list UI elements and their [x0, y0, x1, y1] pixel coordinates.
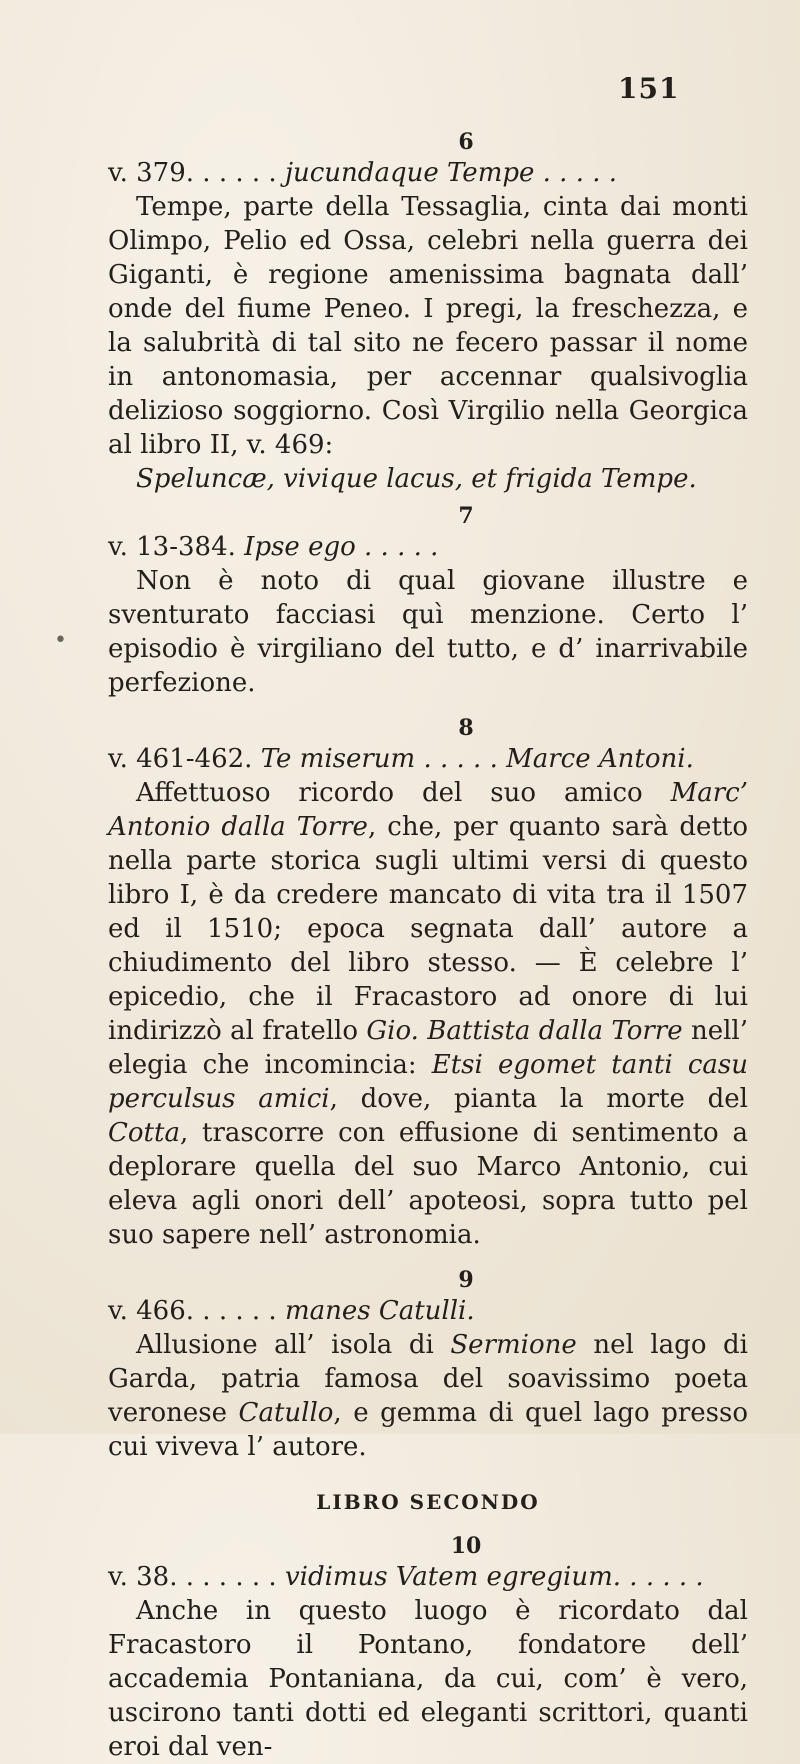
- note-body: Tempe, parte della Tessaglia, cinta dai monti Olimpo, Pelio ed Ossa, celebri nella guerra dei Giganti, è regione amenissima bagnata dall’ onde del fiume Peneo. I pregi, la freschezza, e la salubrità di tal sito ne fecero passar il nome in antonomasia, per accennar qualsivoglia delizioso soggiorno. Così Virgilio nella Georgica al libro II, v. 469:: [108, 192, 748, 460]
- section-title: LIBRO SECONDO: [316, 1490, 540, 1514]
- note-number: 6: [458, 129, 474, 155]
- verse-reference: [108, 530, 748, 564]
- verse-quote: Ipse ego . . . . .: [244, 532, 439, 562]
- notes-text: [108, 128, 748, 1764]
- verse-label: v. 379. . . . . .: [108, 158, 277, 188]
- note-body: Non è noto di qual giovane illustre e sventurato facciasi quì menzione. Certo l’ episodio è virgiliano del tutto, e d’ inarrivabile perfezione.: [108, 566, 748, 698]
- verse-label: v. 13-384.: [108, 532, 236, 562]
- person-name: Gio. Battista dalla Torre: [366, 1016, 683, 1046]
- verse-label: v. 38. . . . . . .: [108, 1562, 277, 1592]
- note-body: [108, 776, 748, 1252]
- verse-quote: jucundaque Tempe . . . . .: [284, 158, 618, 188]
- verse-reference: [108, 742, 748, 776]
- verse-label: v. 461-462.: [108, 744, 253, 774]
- citation: Speluncæ, vivique lacus, et frigida Tempe.: [136, 464, 697, 494]
- verse-quote: vidimus Vatem egregium. . . . . .: [284, 1562, 704, 1592]
- text-run: , che, per quanto sarà detto nella parte storica sugli ultimi versi di questo libro I, è da credere mancato di vita tra il 1507 ed il 1510; epoca segnata dall’ autore a chiudimento del libro stesso. — È celebre l’ epicedio, che il Fracastoro ad onore di lui indirizzò al fratello: [108, 812, 748, 1046]
- margin-mark: •: [54, 628, 67, 653]
- note-number: 7: [458, 503, 474, 529]
- text-run: Affettuoso ricordo del suo amico: [136, 778, 671, 808]
- verse-reference: [108, 1294, 748, 1328]
- person-name: Cotta: [108, 1118, 180, 1148]
- person-name: Catullo: [238, 1398, 334, 1428]
- note-body: Anche in questo luogo è ricordato dal Fracastoro il Pontano, fondatore dell’ accademia Pontaniana, da cui, com’ è vero, uscirono tanti dotti ed eleganti scrittori, quanti eroi dal ven-: [108, 1596, 748, 1762]
- verse-reference: [108, 156, 748, 190]
- note-body: [108, 1328, 748, 1464]
- text-run: nel lago di Garda, patria famosa del soavissimo poeta veronese: [108, 1330, 748, 1428]
- verse-reference: [108, 1560, 748, 1594]
- verse-quote: Te miserum . . . . . Marce Antoni.: [260, 744, 694, 774]
- page-number: 151: [618, 72, 680, 105]
- verse-label: v. 466. . . . . .: [108, 1296, 277, 1326]
- note-number: 10: [450, 1533, 482, 1559]
- verse-quote: manes Catulli.: [284, 1296, 475, 1326]
- text-run: nell’ elegia che incomincia:: [108, 1016, 748, 1080]
- place-name: Sermione: [450, 1330, 577, 1360]
- note-number: 9: [458, 1267, 474, 1293]
- text-run: Allusione all’ isola di: [136, 1330, 451, 1360]
- text-run: , trascorre con effusione di sentimento a deplorare quella del suo Marco Antonio, cui eleva agli onori dell’ apoteosi, sopra tutto pel suo sapere nell’ astronomia.: [108, 1118, 748, 1250]
- text-run: , dove, pianta la morte del: [329, 1084, 748, 1114]
- person-name: Marc’ Antonio dalla Torre: [108, 778, 748, 842]
- note-number: 8: [458, 715, 474, 741]
- elegy-incipit: Etsi egomet tanti casu perculsus amici: [108, 1050, 748, 1114]
- text-run: , e gemma di quel lago presso cui viveva l’ autore.: [108, 1398, 748, 1462]
